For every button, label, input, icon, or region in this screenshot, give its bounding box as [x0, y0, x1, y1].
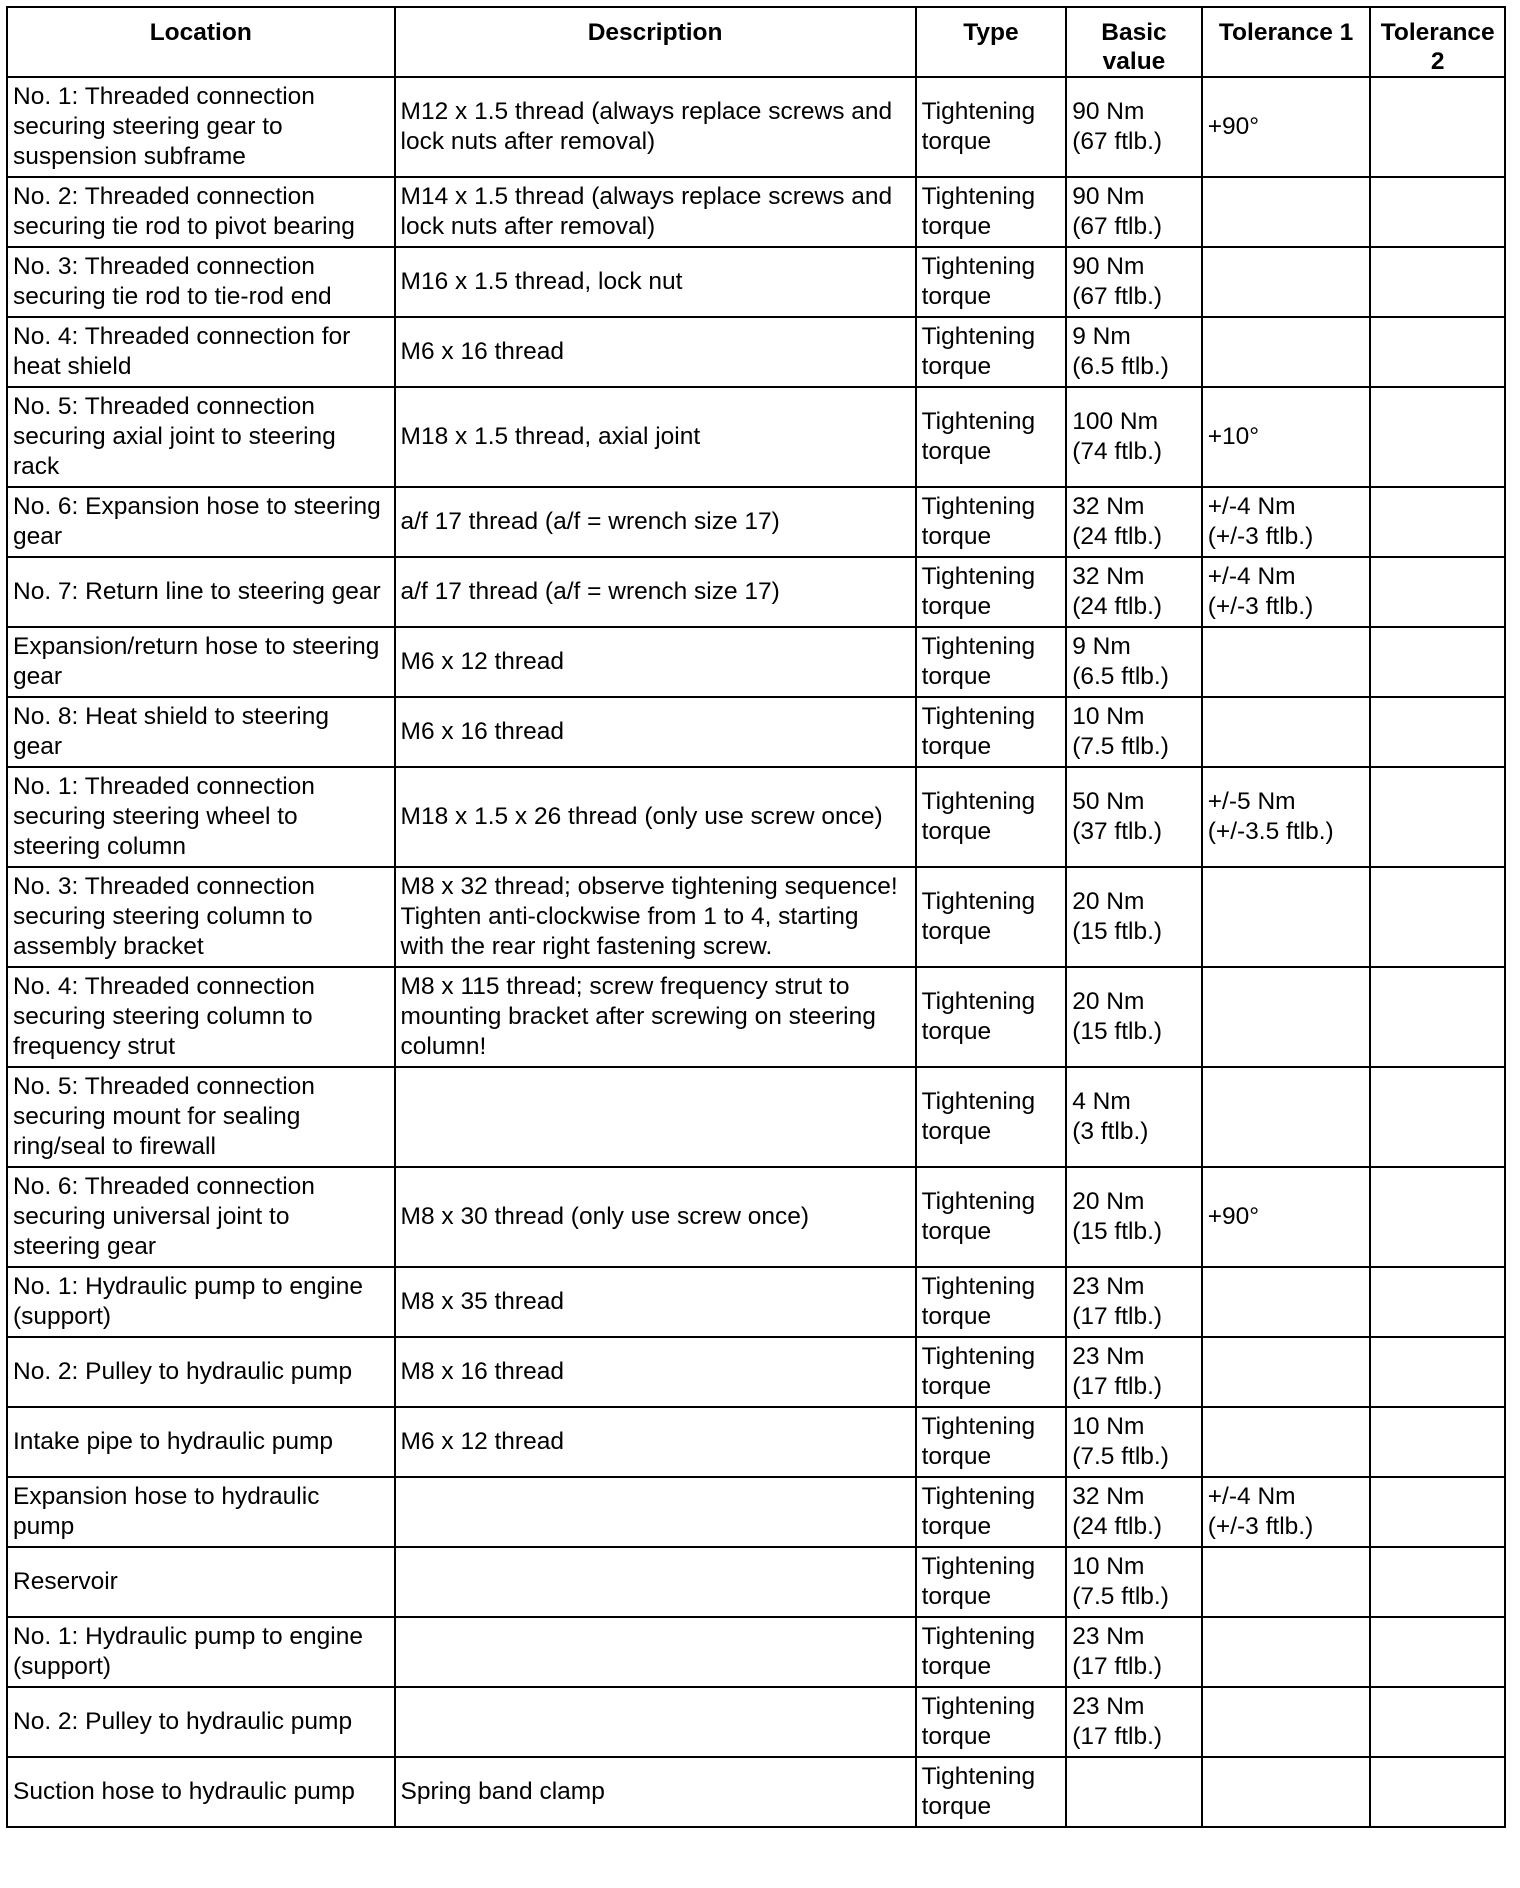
cell-tolerance-2: [1370, 1337, 1505, 1407]
cell-basic-value: 23 Nm (17 ftlb.): [1066, 1267, 1202, 1337]
table-row: [7, 1687, 1505, 1757]
cell-tolerance-2: [1370, 1477, 1505, 1547]
cell-location: No. 4: Threaded connection securing steering column to frequency strut: [7, 967, 395, 1067]
cell-tolerance-1: [1202, 1337, 1371, 1407]
cell-type: Tightening torque: [916, 967, 1067, 1067]
cell-description: M14 x 1.5 thread (always replace screws and lock nuts after removal): [395, 177, 916, 247]
torque-spec-table: [6, 6, 1506, 1828]
cell-type: Tightening torque: [916, 767, 1067, 867]
cell-location: No. 2: Threaded connection securing tie rod to pivot bearing: [7, 177, 395, 247]
cell-location: No. 5: Threaded connection securing axial joint to steering rack: [7, 387, 395, 487]
table-row: [7, 177, 1505, 247]
cell-description: [395, 1617, 916, 1687]
cell-basic-value: 23 Nm (17 ftlb.): [1066, 1337, 1202, 1407]
cell-tolerance-2: [1370, 1687, 1505, 1757]
cell-tolerance-1: [1202, 867, 1371, 967]
cell-tolerance-1: +10°: [1202, 387, 1371, 487]
cell-description: a/f 17 thread (a/f = wrench size 17): [395, 557, 916, 627]
cell-description: M6 x 12 thread: [395, 627, 916, 697]
cell-tolerance-1: +90°: [1202, 77, 1371, 177]
cell-basic-value: 10 Nm (7.5 ftlb.): [1066, 697, 1202, 767]
cell-type: Tightening torque: [916, 387, 1067, 487]
cell-location: No. 5: Threaded connection securing mount for sealing ring/seal to firewall: [7, 1067, 395, 1167]
cell-basic-value: 9 Nm (6.5 ftlb.): [1066, 627, 1202, 697]
cell-location: Reservoir: [7, 1547, 395, 1617]
cell-type: Tightening torque: [916, 867, 1067, 967]
cell-type: Tightening torque: [916, 1267, 1067, 1337]
cell-tolerance-2: [1370, 177, 1505, 247]
header-type: Type: [916, 7, 1067, 77]
cell-type: Tightening torque: [916, 1407, 1067, 1477]
cell-type: Tightening torque: [916, 1477, 1067, 1547]
cell-tolerance-1: [1202, 247, 1371, 317]
cell-description: M16 x 1.5 thread, lock nut: [395, 247, 916, 317]
cell-tolerance-2: [1370, 557, 1505, 627]
cell-basic-value: 90 Nm (67 ftlb.): [1066, 177, 1202, 247]
table-row: [7, 697, 1505, 767]
table-row: [7, 77, 1505, 177]
cell-location: No. 4: Threaded connection for heat shield: [7, 317, 395, 387]
table-row: [7, 387, 1505, 487]
cell-type: Tightening torque: [916, 177, 1067, 247]
cell-basic-value: 20 Nm (15 ftlb.): [1066, 967, 1202, 1067]
cell-tolerance-2: [1370, 867, 1505, 967]
cell-tolerance-2: [1370, 77, 1505, 177]
cell-basic-value: 90 Nm (67 ftlb.): [1066, 77, 1202, 177]
table-row: [7, 1617, 1505, 1687]
table-row: [7, 1267, 1505, 1337]
table-row: [7, 487, 1505, 557]
cell-type: Tightening torque: [916, 77, 1067, 177]
cell-tolerance-1: [1202, 1617, 1371, 1687]
cell-tolerance-1: +/-5 Nm (+/-3.5 ftlb.): [1202, 767, 1371, 867]
cell-tolerance-2: [1370, 317, 1505, 387]
cell-type: Tightening torque: [916, 1067, 1067, 1167]
table-row: [7, 867, 1505, 967]
cell-tolerance-2: [1370, 487, 1505, 557]
cell-tolerance-2: [1370, 1617, 1505, 1687]
cell-description: a/f 17 thread (a/f = wrench size 17): [395, 487, 916, 557]
cell-location: No. 2: Pulley to hydraulic pump: [7, 1687, 395, 1757]
cell-description: M18 x 1.5 thread, axial joint: [395, 387, 916, 487]
header-description: Description: [395, 7, 916, 77]
cell-tolerance-1: +/-4 Nm (+/-3 ftlb.): [1202, 1477, 1371, 1547]
cell-tolerance-2: [1370, 387, 1505, 487]
cell-tolerance-1: +90°: [1202, 1167, 1371, 1267]
cell-description: M8 x 30 thread (only use screw once): [395, 1167, 916, 1267]
cell-tolerance-1: [1202, 317, 1371, 387]
cell-description: Spring band clamp: [395, 1757, 916, 1827]
cell-type: Tightening torque: [916, 1687, 1067, 1757]
cell-basic-value: 9 Nm (6.5 ftlb.): [1066, 317, 1202, 387]
table-row: [7, 1067, 1505, 1167]
cell-basic-value: 90 Nm (67 ftlb.): [1066, 247, 1202, 317]
table-row: [7, 1167, 1505, 1267]
cell-basic-value: 23 Nm (17 ftlb.): [1066, 1687, 1202, 1757]
cell-description: [395, 1687, 916, 1757]
table-row: [7, 967, 1505, 1067]
cell-basic-value: 4 Nm (3 ftlb.): [1066, 1067, 1202, 1167]
cell-tolerance-1: +/-4 Nm (+/-3 ftlb.): [1202, 487, 1371, 557]
cell-tolerance-1: [1202, 1757, 1371, 1827]
cell-location: No. 7: Return line to steering gear: [7, 557, 395, 627]
cell-description: M6 x 16 thread: [395, 317, 916, 387]
cell-type: Tightening torque: [916, 487, 1067, 557]
cell-tolerance-1: [1202, 967, 1371, 1067]
cell-tolerance-1: [1202, 627, 1371, 697]
cell-location: No. 8: Heat shield to steering gear: [7, 697, 395, 767]
cell-location: No. 1: Hydraulic pump to engine (support): [7, 1617, 395, 1687]
cell-location: No. 3: Threaded connection securing steering column to assembly bracket: [7, 867, 395, 967]
cell-type: Tightening torque: [916, 1547, 1067, 1617]
torque-spec-table-container: [6, 6, 1506, 1828]
cell-basic-value: 32 Nm (24 ftlb.): [1066, 487, 1202, 557]
cell-type: Tightening torque: [916, 1167, 1067, 1267]
cell-location: No. 6: Threaded connection securing universal joint to steering gear: [7, 1167, 395, 1267]
table-row: [7, 557, 1505, 627]
cell-tolerance-2: [1370, 767, 1505, 867]
cell-description: M18 x 1.5 x 26 thread (only use screw once): [395, 767, 916, 867]
table-row: [7, 1407, 1505, 1477]
header-basic-value: Basic value: [1066, 7, 1202, 77]
cell-description: M6 x 16 thread: [395, 697, 916, 767]
cell-location: Intake pipe to hydraulic pump: [7, 1407, 395, 1477]
cell-basic-value: 32 Nm (24 ftlb.): [1066, 1477, 1202, 1547]
cell-description: M6 x 12 thread: [395, 1407, 916, 1477]
cell-type: Tightening torque: [916, 557, 1067, 627]
cell-basic-value: 100 Nm (74 ftlb.): [1066, 387, 1202, 487]
table-row: [7, 1547, 1505, 1617]
cell-tolerance-1: [1202, 1547, 1371, 1617]
cell-description: [395, 1477, 916, 1547]
cell-location: Suction hose to hydraulic pump: [7, 1757, 395, 1827]
table-row: [7, 317, 1505, 387]
cell-tolerance-1: [1202, 1407, 1371, 1477]
cell-location: Expansion/return hose to steering gear: [7, 627, 395, 697]
cell-location: Expansion hose to hydraulic pump: [7, 1477, 395, 1547]
cell-location: No. 1: Threaded connection securing steering wheel to steering column: [7, 767, 395, 867]
cell-basic-value: 10 Nm (7.5 ftlb.): [1066, 1407, 1202, 1477]
header-row: [7, 7, 1505, 77]
cell-tolerance-2: [1370, 967, 1505, 1067]
cell-type: Tightening torque: [916, 627, 1067, 697]
header-tolerance-1: Tolerance 1: [1202, 7, 1371, 77]
cell-type: Tightening torque: [916, 317, 1067, 387]
cell-type: Tightening torque: [916, 1757, 1067, 1827]
cell-description: [395, 1547, 916, 1617]
cell-location: No. 6: Expansion hose to steering gear: [7, 487, 395, 557]
cell-description: M8 x 115 thread; screw frequency strut to mounting bracket after screwing on steering column!: [395, 967, 916, 1067]
cell-tolerance-2: [1370, 627, 1505, 697]
cell-description: M8 x 35 thread: [395, 1267, 916, 1337]
cell-tolerance-1: [1202, 1067, 1371, 1167]
header-location: Location: [7, 7, 395, 77]
cell-description: M12 x 1.5 thread (always replace screws and lock nuts after removal): [395, 77, 916, 177]
cell-basic-value: 50 Nm (37 ftlb.): [1066, 767, 1202, 867]
table-row: [7, 1757, 1505, 1827]
cell-tolerance-2: [1370, 1407, 1505, 1477]
cell-tolerance-2: [1370, 1167, 1505, 1267]
cell-description: [395, 1067, 916, 1167]
cell-basic-value: [1066, 1757, 1202, 1827]
cell-location: No. 3: Threaded connection securing tie rod to tie-rod end: [7, 247, 395, 317]
table-row: [7, 767, 1505, 867]
table-row: [7, 1477, 1505, 1547]
cell-type: Tightening torque: [916, 247, 1067, 317]
cell-tolerance-2: [1370, 697, 1505, 767]
cell-tolerance-2: [1370, 1757, 1505, 1827]
cell-tolerance-2: [1370, 247, 1505, 317]
cell-tolerance-2: [1370, 1267, 1505, 1337]
cell-basic-value: 20 Nm (15 ftlb.): [1066, 867, 1202, 967]
cell-basic-value: 10 Nm (7.5 ftlb.): [1066, 1547, 1202, 1617]
cell-tolerance-1: [1202, 1687, 1371, 1757]
table-row: [7, 627, 1505, 697]
cell-tolerance-1: +/-4 Nm (+/-3 ftlb.): [1202, 557, 1371, 627]
cell-type: Tightening torque: [916, 1617, 1067, 1687]
cell-tolerance-1: [1202, 177, 1371, 247]
cell-tolerance-2: [1370, 1067, 1505, 1167]
cell-location: No. 2: Pulley to hydraulic pump: [7, 1337, 395, 1407]
cell-location: No. 1: Threaded connection securing steering gear to suspension subframe: [7, 77, 395, 177]
header-tolerance-2: Tolerance 2: [1370, 7, 1505, 77]
table-row: [7, 247, 1505, 317]
cell-type: Tightening torque: [916, 1337, 1067, 1407]
cell-tolerance-2: [1370, 1547, 1505, 1617]
cell-basic-value: 23 Nm (17 ftlb.): [1066, 1617, 1202, 1687]
cell-description: M8 x 16 thread: [395, 1337, 916, 1407]
cell-tolerance-1: [1202, 1267, 1371, 1337]
cell-tolerance-1: [1202, 697, 1371, 767]
cell-basic-value: 20 Nm (15 ftlb.): [1066, 1167, 1202, 1267]
cell-description: M8 x 32 thread; observe tightening sequence! Tighten anti-clockwise from 1 to 4, starting with the rear right fastening screw.: [395, 867, 916, 967]
cell-type: Tightening torque: [916, 697, 1067, 767]
table-row: [7, 1337, 1505, 1407]
cell-basic-value: 32 Nm (24 ftlb.): [1066, 557, 1202, 627]
cell-location: No. 1: Hydraulic pump to engine (support): [7, 1267, 395, 1337]
